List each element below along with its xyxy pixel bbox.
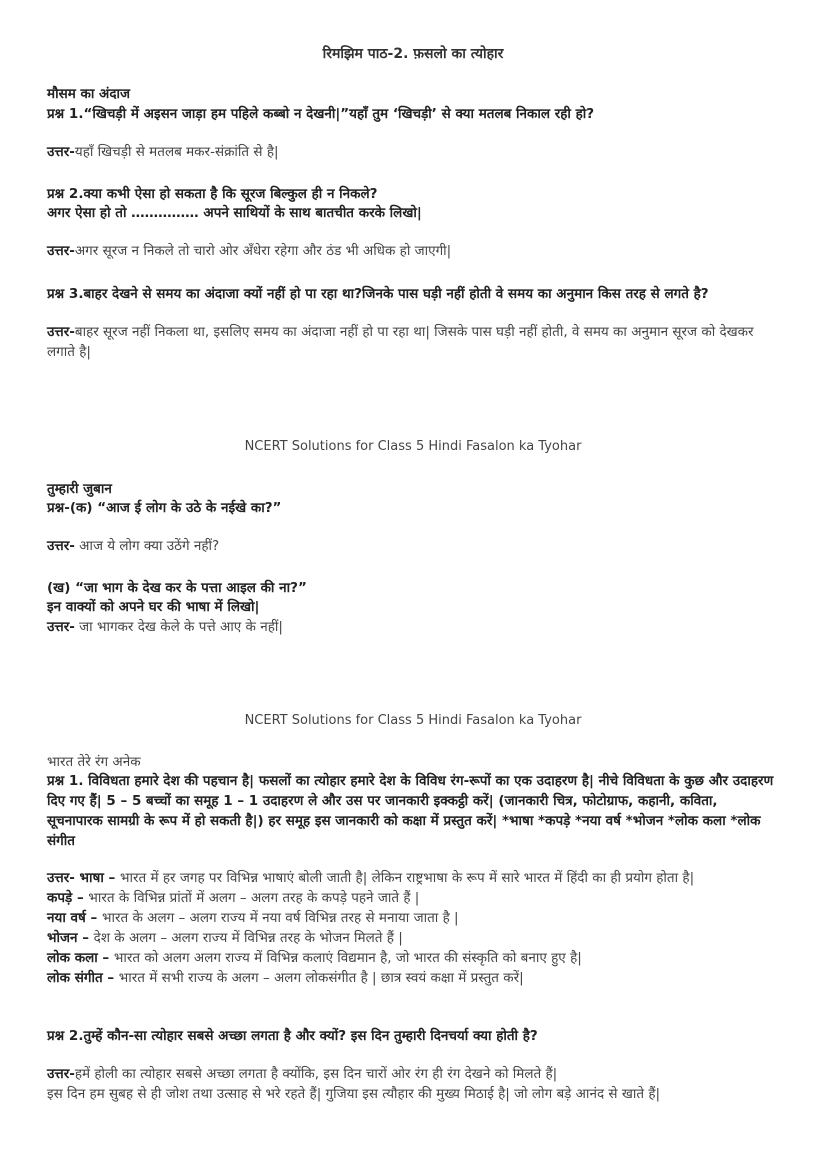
answer-term: लोक कला – <box>47 950 114 966</box>
answer-term: लोक संगीत – <box>47 970 119 986</box>
answer-festival <box>47 1064 777 1104</box>
answer-text: इस दिन हम सुबह से ही जोश तथा उत्साह से भरे रहते हैं| गुजिया इस त्यौहार की मुख्य मिठाई है| जो लोग बड़े आनंद से खाते हैं| <box>47 1086 661 1102</box>
question-3: प्रश्न 3.बाहर देखने से समय का अंदाजा क्यों नहीं हो पा रहा था?जिनके पास घड़ी नहीं होती वे समय का अनुमान किस तरह से लगते है? <box>47 286 709 302</box>
answer-text: भारत के विभिन्न प्रांतों में अलग – अलग तरह के कपड़े पहने जाते हैं | <box>88 890 420 906</box>
question-kha-line-1: (ख) “जा भाग के देख कर के पत्ता आइल की ना?” <box>47 580 307 596</box>
answer-text: बाहर सूरज नहीं निकला था, इसलिए समय का अंदाजा नहीं हो पा रहा था| जिसके पास घड़ी नहीं होती, वे समय का अनुमान सूरज को देखकर लगाते है| <box>47 324 754 360</box>
question-1: प्रश्न 1.“खिचड़ी में अइसन जाड़ा हम पहिले कब्बो न देखनी|”यहाँ तुम ‘खिचड़ी’ से क्या मतलब निकाल रही हो? <box>47 106 595 122</box>
section-heading-mausam: मौसम का अंदाज <box>47 86 131 102</box>
question-ka: प्रश्न-(क) “आज ई लोग के उठे के नईखे का?” <box>47 500 282 516</box>
page-title: रिमझिम पाठ-2. फ़सलो का त्योहार <box>322 46 504 62</box>
answer-label: उत्तर- <box>47 538 75 554</box>
question-2-line-2: अगर ऐसा हो तो …………… अपने साथियों के साथ बातचीत करके लिखो| <box>47 205 422 221</box>
answer-item-kapde <box>47 888 777 908</box>
answer-item-naya-varsh <box>47 908 777 928</box>
section-heading-bharat: भारत तेरे रंग अनेक <box>47 754 141 770</box>
footer-text: NCERT Solutions for Class 5 Hindi Fasalon ka Tyohar <box>244 439 582 454</box>
answer-text: हमें होली का त्योहार सबसे अच्छा लगता है क्योंकि, इस दिन चारों ओर रंग ही रंग देखने को मिलते हैं| <box>74 1066 558 1082</box>
answer-text: भारत के अलग – अलग राज्य में नया वर्ष विभिन्न तरह से मनाया जाता है | <box>101 910 459 926</box>
question-2-line-1: प्रश्न 2.क्या कभी ऐसा हो सकता है कि सूरज बिल्कुल ही न निकले? <box>47 186 378 202</box>
answer-label: उत्तर- <box>47 243 75 259</box>
answer-term: भोजन – <box>47 930 94 946</box>
answer-text: यहाँ खिचड़ी से मतलब मकर-संक्रांति से है| <box>74 144 279 160</box>
answer-3 <box>47 322 777 362</box>
answer-label: उत्तर- <box>47 1066 75 1082</box>
answer-label: उत्तर- <box>47 619 75 635</box>
section-heading-zubaan: तुम्हारी जुबान <box>47 481 112 497</box>
answer-term: कपड़े – <box>47 890 89 906</box>
answer-text: आज ये लोग क्या उठेंगे नहीं? <box>74 538 220 554</box>
question-1-diversity: प्रश्न 1. विविधता हमारे देश की पहचान है| फसलों का त्योहार हमारे देश के विविध रंग-रूपों का एक उदाहरण है| नीचे विविधता के कुछ और उदाहरण दिए गए हैं| 5 – 5 बच्चों का समूह 1 – 1 उदाहरण ले और उस पर जानकारी इक्कट्ठी करें| (जानकारी चित्र, फोटोग्राफ, कहानी, कविता, सूचनापारक सामग्री के रूप में हो सकती है|) हर समूह इस जानकारी को कक्षा में प्रस्तुत करें| *भाषा *कपड़े *नया वर्ष *भोजन *लोक कला *लोक संगीत <box>47 773 774 849</box>
answer-item-bhojan <box>47 928 777 948</box>
answer-text: भारत में हर जगह पर विभिन्न भाषाएं बोली जाती है| लेकिन राष्ट्रभाषा के रूप में सारे भारत में हिंदी का ही प्रयोग होता है| <box>120 870 695 886</box>
answer-label: उत्तर- <box>47 324 75 340</box>
answer-1 <box>47 142 777 162</box>
answer-2 <box>47 241 777 261</box>
answer-ka <box>47 536 777 556</box>
answer-text: जा भागकर देख केले के पत्ते आए के नहीं| <box>74 619 283 635</box>
answer-label: उत्तर- <box>47 870 75 886</box>
answer-text: अगर सूरज न निकले तो चारो ओर अँधेरा रहेगा और ठंड भी अधिक हो जाएगी| <box>74 243 452 259</box>
answer-term: नया वर्ष – <box>47 910 102 926</box>
answer-item-bhasha <box>47 868 777 888</box>
answer-label: उत्तर- <box>47 144 75 160</box>
answer-term: भाषा – <box>74 870 120 886</box>
answer-text: भारत में सभी राज्य के अलग – अलग लोकसंगीत है | छात्र स्वयं कक्षा में प्रस्तुत करें| <box>118 970 524 986</box>
answer-text: देश के अलग – अलग राज्य में विभिन्न तरह के भोजन मिलते हैं | <box>93 930 403 946</box>
answer-diversity <box>47 868 777 988</box>
question-2-festival: प्रश्न 2.तुम्हें कौन-सा त्योहार सबसे अच्छा लगता है और क्यों? इस दिन तुम्हारी दिनचर्या क्या होती है? <box>47 1028 538 1044</box>
answer-text: भारत को अलग अलग राज्य में विभिन्न कलाएं विद्यमान है, जो भारत की संस्कृति को बनाए हुए है| <box>113 950 582 966</box>
answer-kha <box>47 617 777 637</box>
answer-item-lok-sangeet <box>47 968 777 988</box>
answer-item-lok-kala <box>47 948 777 968</box>
question-kha-line-2: इन वाक्यों को अपने घर की भाषा में लिखो| <box>47 599 260 615</box>
footer-text: NCERT Solutions for Class 5 Hindi Fasalon ka Tyohar <box>244 713 582 728</box>
